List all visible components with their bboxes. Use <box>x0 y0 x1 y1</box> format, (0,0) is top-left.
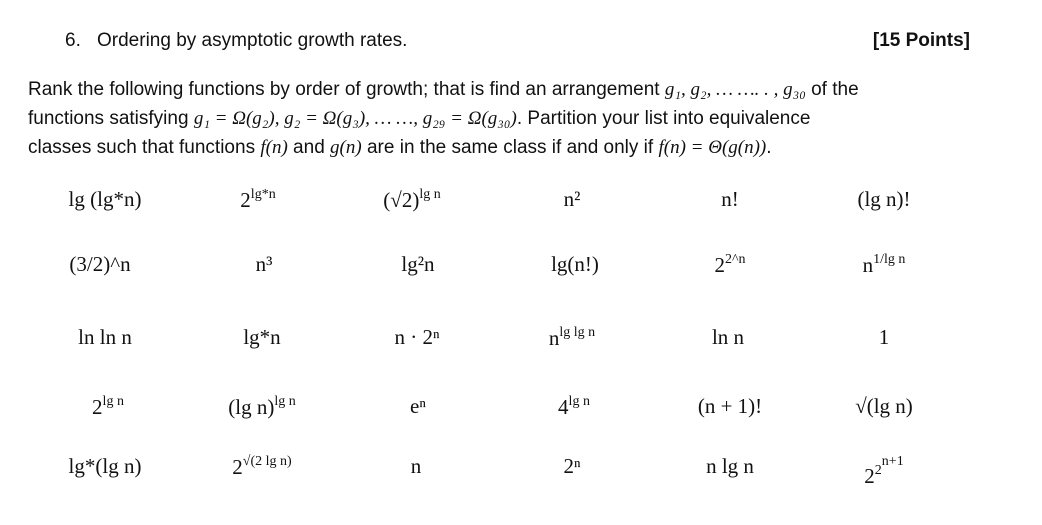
function-cell: n! <box>721 187 739 211</box>
question-header <box>65 30 970 58</box>
function-cell: $(√2)^{lg n}$ <box>383 187 441 212</box>
function-cell: (lg n)$^{lg n}$ <box>228 394 296 419</box>
function-cell: (n + 1)! <box>697 394 763 418</box>
function-cell: lg*n <box>243 325 281 349</box>
function-cell: lg(n!) <box>551 252 599 276</box>
instructions-paragraph <box>28 75 1028 162</box>
question-number: 6. <box>65 30 81 51</box>
function-cell: $n^{1/lg n}$ <box>862 252 906 277</box>
function-cell: n² <box>563 187 581 211</box>
function-cell: lg (lg*n) <box>68 187 142 211</box>
text: Rank the following functions by order of growth; that is find an arrangement <box>28 79 665 100</box>
function-cell: lg²n <box>401 252 435 276</box>
function-cell: 2ⁿ <box>563 454 581 478</box>
instructions-line-3 <box>28 133 1028 162</box>
function-cell: lg*(lg n) <box>68 454 142 478</box>
text: and <box>287 137 331 158</box>
text: functions satisfying <box>28 108 194 129</box>
function-cell: (lg n)! <box>857 187 911 211</box>
function-cell: $2^{√(2 lg n)}$ <box>232 454 292 479</box>
instructions-line-2 <box>28 104 1028 133</box>
math-theta: f(n) = Θ(g(n)) <box>658 137 767 158</box>
function-cell: 1 <box>878 325 890 349</box>
function-cell: $4^{lg n}$ <box>558 394 590 419</box>
function-cell: n · 2ⁿ <box>394 325 440 349</box>
text: of the <box>805 79 859 100</box>
math-omega-chain: g₁ = Ω(g₂), g₂ = Ω(g₃), … …, g₂₉ = Ω(g₃₀) <box>193 108 517 129</box>
function-cell: $2^{2n+1}$ <box>864 454 904 488</box>
math-g: g(n) <box>330 137 362 158</box>
function-cell: ln ln n <box>78 325 132 349</box>
function-cell: √(lg n) <box>855 394 913 418</box>
function-cell: ln n <box>711 325 745 349</box>
instructions-line-1 <box>28 75 1028 104</box>
function-cell: n <box>410 454 422 478</box>
function-cell: $n^{lg lg n}$ <box>548 325 596 350</box>
text: classes such that functions <box>28 137 261 158</box>
function-cell: $2^{lg n}$ <box>92 394 124 419</box>
function-cell: (3/2)^n <box>69 252 131 276</box>
text: are in the same class if and only if <box>361 137 659 158</box>
function-cell: $2^{lg*n}$ <box>240 187 276 212</box>
math-f: f(n) <box>260 137 288 158</box>
text: . Partition your list into equivalence <box>516 108 811 129</box>
points-label: [15 Points] <box>872 30 970 51</box>
function-cell: $2^{2\^{}n}$ <box>714 252 746 277</box>
function-cell: n lg n <box>706 454 754 478</box>
text: . <box>766 137 772 158</box>
question-title: Ordering by asymptotic growth rates. <box>97 30 408 51</box>
function-cell: n³ <box>255 252 273 276</box>
math-sequence: g₁, g₂, … …. . , g₃₀ <box>664 79 806 100</box>
function-cell: eⁿ <box>410 394 426 418</box>
